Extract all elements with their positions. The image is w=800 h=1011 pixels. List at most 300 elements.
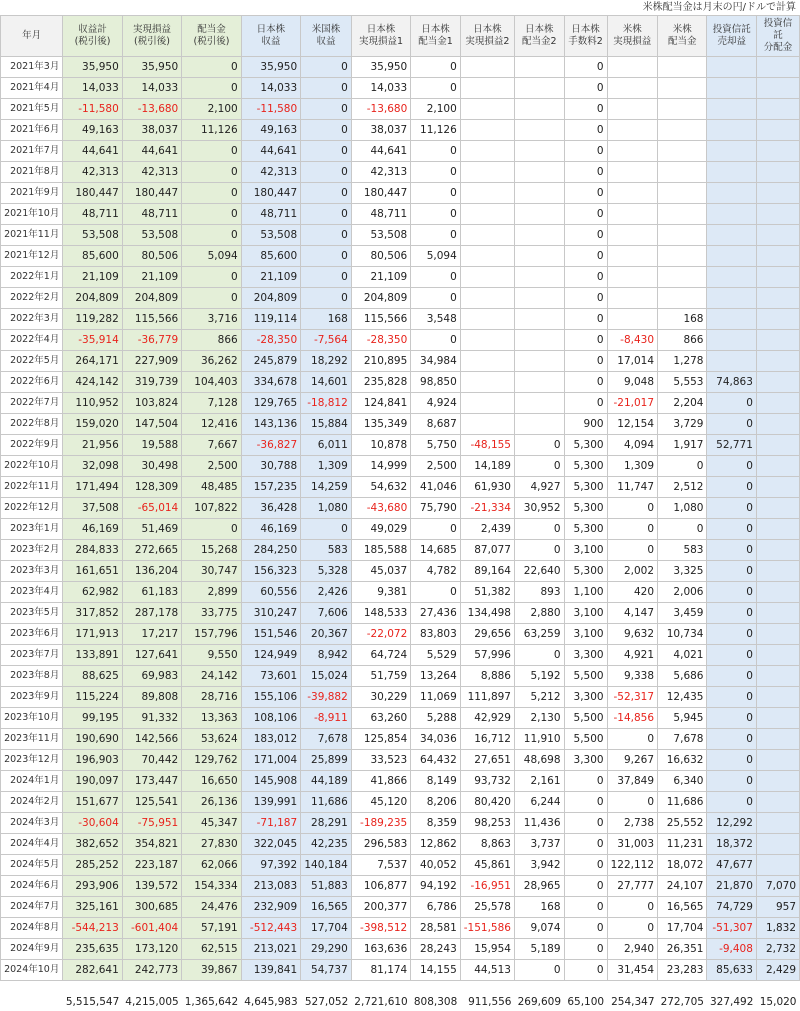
month-cell: 2022年8月: [1, 414, 63, 435]
month-cell: 2023年5月: [1, 603, 63, 624]
column-header-text: 日本株: [256, 24, 286, 35]
value-cell: 3,729: [658, 414, 707, 435]
value-cell: 85,633: [707, 960, 756, 981]
value-cell: 11,069: [411, 687, 461, 708]
value-cell: 139,841: [241, 960, 300, 981]
value-cell: 0: [564, 918, 607, 939]
value-cell: -7,564: [301, 330, 352, 351]
column-header-text: 投資信託: [712, 24, 751, 35]
value-cell: 93,732: [460, 771, 514, 792]
value-cell: 3,548: [411, 309, 461, 330]
value-cell: 420: [607, 582, 657, 603]
value-cell: [707, 120, 756, 141]
value-cell: 0: [564, 204, 607, 225]
value-cell: 157,235: [241, 477, 300, 498]
table-row: [1, 792, 800, 813]
value-cell: [460, 330, 514, 351]
value-cell: 28,716: [182, 687, 241, 708]
value-cell: 0: [564, 99, 607, 120]
value-cell: [514, 120, 564, 141]
table-row: [1, 267, 800, 288]
value-cell: [756, 687, 799, 708]
value-cell: [607, 141, 657, 162]
value-cell: 18,072: [658, 855, 707, 876]
value-cell: 0: [301, 204, 352, 225]
value-cell: 583: [658, 540, 707, 561]
value-cell: [658, 99, 707, 120]
value-cell: [756, 141, 799, 162]
value-cell: 145,908: [241, 771, 300, 792]
total-cell: 5,515,547: [65, 996, 120, 1008]
value-cell: 171,004: [241, 750, 300, 771]
value-cell: 3,716: [182, 309, 241, 330]
value-cell: 16,565: [301, 897, 352, 918]
value-cell: 0: [564, 120, 607, 141]
total-cell: 4,645,983: [244, 996, 298, 1008]
value-cell: 5,945: [658, 708, 707, 729]
value-cell: 0: [607, 729, 657, 750]
value-cell: 5,529: [411, 645, 461, 666]
value-cell: 190,690: [63, 729, 122, 750]
value-cell: 0: [182, 141, 241, 162]
month-cell: 2021年11月: [1, 225, 63, 246]
value-cell: [607, 246, 657, 267]
value-cell: 53,508: [351, 225, 410, 246]
value-cell: 52,771: [707, 435, 756, 456]
value-cell: [460, 225, 514, 246]
value-cell: 5,300: [564, 519, 607, 540]
value-cell: [756, 855, 799, 876]
value-cell: 5,750: [411, 435, 461, 456]
value-cell: 6,011: [301, 435, 352, 456]
table-row: [1, 78, 800, 99]
value-cell: 317,852: [63, 603, 122, 624]
value-cell: 21,109: [351, 267, 410, 288]
value-cell: 51,382: [460, 582, 514, 603]
value-cell: 15,884: [301, 414, 352, 435]
value-cell: 103,824: [122, 393, 181, 414]
value-cell: 0: [707, 393, 756, 414]
value-cell: 0: [514, 456, 564, 477]
table-row: [1, 939, 800, 960]
value-cell: 300,685: [122, 897, 181, 918]
value-cell: 46,169: [241, 519, 300, 540]
value-cell: [707, 99, 756, 120]
value-cell: 284,833: [63, 540, 122, 561]
value-cell: 135,349: [351, 414, 410, 435]
month-cell: 2023年6月: [1, 624, 63, 645]
value-cell: 20,367: [301, 624, 352, 645]
value-cell: 168: [658, 309, 707, 330]
value-cell: 48,711: [351, 204, 410, 225]
total-cell: 254,347: [611, 996, 655, 1008]
value-cell: 1,832: [756, 918, 799, 939]
value-cell: 51,759: [351, 666, 410, 687]
value-cell: 129,765: [241, 393, 300, 414]
value-cell: 21,109: [241, 267, 300, 288]
value-cell: 64,432: [411, 750, 461, 771]
column-header: [707, 16, 756, 57]
month-cell: 2021年10月: [1, 204, 63, 225]
value-cell: [514, 267, 564, 288]
value-cell: 235,828: [351, 372, 410, 393]
value-cell: 53,508: [122, 225, 181, 246]
value-cell: 39,867: [182, 960, 241, 981]
value-cell: 133,891: [63, 645, 122, 666]
value-cell: 61,930: [460, 477, 514, 498]
value-cell: 16,712: [460, 729, 514, 750]
month-cell: 2021年9月: [1, 183, 63, 204]
month-cell: 2023年2月: [1, 540, 63, 561]
month-cell: 2022年5月: [1, 351, 63, 372]
value-cell: 47,677: [707, 855, 756, 876]
value-cell: 2,100: [411, 99, 461, 120]
value-cell: 57,191: [182, 918, 241, 939]
value-cell: [756, 372, 799, 393]
value-cell: 0: [707, 750, 756, 771]
value-cell: 35,950: [63, 57, 122, 78]
value-cell: 0: [514, 960, 564, 981]
value-cell: 8,206: [411, 792, 461, 813]
value-cell: [607, 120, 657, 141]
value-cell: [607, 309, 657, 330]
value-cell: 0: [707, 582, 756, 603]
value-cell: [707, 330, 756, 351]
value-cell: 0: [182, 519, 241, 540]
value-cell: 0: [182, 183, 241, 204]
value-cell: [707, 225, 756, 246]
value-cell: 2,500: [411, 456, 461, 477]
value-cell: [460, 309, 514, 330]
value-cell: [707, 204, 756, 225]
value-cell: 115,566: [351, 309, 410, 330]
value-cell: 30,952: [514, 498, 564, 519]
value-cell: 0: [564, 141, 607, 162]
value-cell: 12,862: [411, 834, 461, 855]
value-cell: -36,827: [241, 435, 300, 456]
value-cell: -544,213: [63, 918, 122, 939]
value-cell: 0: [411, 330, 461, 351]
value-cell: 33,775: [182, 603, 241, 624]
totals-row: [1, 993, 800, 1011]
value-cell: 156,323: [241, 561, 300, 582]
value-cell: 14,685: [411, 540, 461, 561]
value-cell: 151,546: [241, 624, 300, 645]
value-cell: 1,309: [301, 456, 352, 477]
value-cell: 213,021: [241, 939, 300, 960]
value-cell: 3,300: [564, 645, 607, 666]
value-cell: 94,192: [411, 876, 461, 897]
value-cell: 24,142: [182, 666, 241, 687]
value-cell: [460, 204, 514, 225]
value-cell: 319,739: [122, 372, 181, 393]
value-cell: [756, 540, 799, 561]
value-cell: 83,803: [411, 624, 461, 645]
value-cell: -21,334: [460, 498, 514, 519]
value-cell: 8,359: [411, 813, 461, 834]
value-cell: 180,447: [63, 183, 122, 204]
value-cell: 0: [564, 351, 607, 372]
value-cell: [607, 267, 657, 288]
value-cell: [460, 78, 514, 99]
value-cell: 0: [301, 141, 352, 162]
value-cell: 16,565: [658, 897, 707, 918]
table-row: [1, 435, 800, 456]
value-cell: 62,515: [182, 939, 241, 960]
value-cell: 424,142: [63, 372, 122, 393]
table-row: [1, 519, 800, 540]
value-cell: 35,950: [122, 57, 181, 78]
value-cell: [514, 246, 564, 267]
month-cell: 2024年3月: [1, 813, 63, 834]
value-cell: -48,155: [460, 435, 514, 456]
value-cell: 26,351: [658, 939, 707, 960]
value-cell: 14,155: [411, 960, 461, 981]
value-cell: 49,163: [241, 120, 300, 141]
value-cell: [756, 750, 799, 771]
value-cell: 1,278: [658, 351, 707, 372]
value-cell: 14,033: [241, 78, 300, 99]
value-cell: 285,252: [63, 855, 122, 876]
value-cell: 2,161: [514, 771, 564, 792]
value-cell: 38,037: [351, 120, 410, 141]
value-cell: -28,350: [241, 330, 300, 351]
value-cell: 124,949: [241, 645, 300, 666]
value-cell: -11,580: [241, 99, 300, 120]
column-header-text: 収益: [261, 36, 281, 47]
value-cell: 2,899: [182, 582, 241, 603]
value-cell: [756, 330, 799, 351]
value-cell: [707, 162, 756, 183]
value-cell: 9,381: [351, 582, 410, 603]
total-cell: 527,052: [304, 996, 349, 1008]
value-cell: 5,500: [564, 729, 607, 750]
value-cell: 42,313: [63, 162, 122, 183]
value-cell: [514, 162, 564, 183]
value-cell: 37,849: [607, 771, 657, 792]
value-cell: 41,866: [351, 771, 410, 792]
table-row: [1, 876, 800, 897]
column-header-text: 日本株: [366, 24, 396, 35]
value-cell: 32,098: [63, 456, 122, 477]
table-row: [1, 477, 800, 498]
month-cell: 2022年10月: [1, 456, 63, 477]
value-cell: [658, 267, 707, 288]
value-cell: 122,112: [607, 855, 657, 876]
value-cell: 173,120: [122, 939, 181, 960]
value-cell: -43,680: [351, 498, 410, 519]
column-header: [411, 16, 461, 57]
table-row: [1, 456, 800, 477]
value-cell: 5,094: [182, 246, 241, 267]
value-cell: [756, 477, 799, 498]
value-cell: [607, 288, 657, 309]
value-cell: [658, 204, 707, 225]
value-cell: [756, 288, 799, 309]
value-cell: 12,416: [182, 414, 241, 435]
column-header-text: 投資信託: [763, 18, 793, 41]
value-cell: 51,469: [122, 519, 181, 540]
value-cell: -65,014: [122, 498, 181, 519]
value-cell: 0: [564, 246, 607, 267]
table-row: [1, 414, 800, 435]
value-cell: 0: [707, 771, 756, 792]
value-cell: 5,500: [564, 666, 607, 687]
table-row: [1, 225, 800, 246]
value-cell: 35,950: [351, 57, 410, 78]
value-cell: 21,870: [707, 876, 756, 897]
value-cell: 200,377: [351, 897, 410, 918]
column-header: [301, 16, 352, 57]
value-cell: 0: [564, 834, 607, 855]
value-cell: 11,126: [182, 120, 241, 141]
value-cell: -13,680: [351, 99, 410, 120]
value-cell: [607, 78, 657, 99]
total-cell: 911,556: [468, 996, 512, 1008]
month-cell: 2024年8月: [1, 918, 63, 939]
value-cell: 42,313: [122, 162, 181, 183]
month-cell: 2024年5月: [1, 855, 63, 876]
value-cell: 21,109: [63, 267, 122, 288]
value-cell: 0: [301, 288, 352, 309]
value-cell: -16,951: [460, 876, 514, 897]
column-header: [658, 16, 707, 57]
table-row: [1, 204, 800, 225]
column-header: [756, 16, 799, 57]
value-cell: [514, 183, 564, 204]
value-cell: 48,711: [122, 204, 181, 225]
value-cell: [514, 288, 564, 309]
value-cell: 0: [564, 372, 607, 393]
value-cell: [658, 120, 707, 141]
value-cell: [707, 309, 756, 330]
value-cell: 42,313: [241, 162, 300, 183]
value-cell: [460, 183, 514, 204]
value-cell: 98,850: [411, 372, 461, 393]
column-header: [564, 16, 607, 57]
value-cell: 0: [607, 519, 657, 540]
value-cell: 3,325: [658, 561, 707, 582]
value-cell: 97,392: [241, 855, 300, 876]
value-cell: 2,732: [756, 939, 799, 960]
value-cell: 5,300: [564, 477, 607, 498]
value-cell: 0: [564, 876, 607, 897]
column-header-text: 日本株: [571, 24, 600, 35]
month-cell: 2023年1月: [1, 519, 63, 540]
value-cell: 22,640: [514, 561, 564, 582]
value-cell: 0: [707, 561, 756, 582]
value-cell: 3,300: [564, 687, 607, 708]
value-cell: 0: [658, 519, 707, 540]
value-cell: 61,183: [122, 582, 181, 603]
value-cell: 3,942: [514, 855, 564, 876]
value-cell: 25,578: [460, 897, 514, 918]
total-cell: 1,365,642: [184, 996, 239, 1008]
table-row: [1, 393, 800, 414]
value-cell: 0: [707, 729, 756, 750]
value-cell: 54,737: [301, 960, 352, 981]
value-cell: [607, 183, 657, 204]
value-cell: 161,651: [63, 561, 122, 582]
value-cell: [707, 288, 756, 309]
value-cell: 28,243: [411, 939, 461, 960]
value-cell: 11,686: [301, 792, 352, 813]
month-cell: 2022年3月: [1, 309, 63, 330]
value-cell: 0: [411, 57, 461, 78]
value-cell: 148,533: [351, 603, 410, 624]
value-cell: [460, 288, 514, 309]
value-cell: 16,632: [658, 750, 707, 771]
value-cell: 296,583: [351, 834, 410, 855]
value-cell: 7,070: [756, 876, 799, 897]
value-cell: 40,052: [411, 855, 461, 876]
value-cell: 163,636: [351, 939, 410, 960]
value-cell: [514, 225, 564, 246]
value-cell: [460, 99, 514, 120]
column-header-text: 日本株: [525, 24, 554, 35]
column-header-text: 配当金1: [418, 36, 453, 47]
value-cell: 4,094: [607, 435, 657, 456]
column-header-text: 日本株: [421, 24, 450, 35]
value-cell: 0: [411, 183, 461, 204]
value-cell: 104,403: [182, 372, 241, 393]
value-cell: -512,443: [241, 918, 300, 939]
value-cell: [756, 57, 799, 78]
value-cell: 14,189: [460, 456, 514, 477]
column-header-text: 配当金: [197, 24, 226, 35]
value-cell: 185,588: [351, 540, 410, 561]
value-cell: [658, 141, 707, 162]
value-cell: [707, 267, 756, 288]
table-row: [1, 750, 800, 771]
value-cell: [756, 519, 799, 540]
table-row: [1, 183, 800, 204]
value-cell: 180,447: [122, 183, 181, 204]
value-cell: 0: [658, 456, 707, 477]
value-cell: 74,729: [707, 897, 756, 918]
value-cell: [460, 246, 514, 267]
value-cell: 7,667: [182, 435, 241, 456]
value-cell: [707, 246, 756, 267]
value-cell: [514, 57, 564, 78]
value-cell: 0: [707, 540, 756, 561]
value-cell: 54,632: [351, 477, 410, 498]
value-cell: [756, 561, 799, 582]
value-cell: 242,773: [122, 960, 181, 981]
value-cell: 310,247: [241, 603, 300, 624]
value-cell: 108,106: [241, 708, 300, 729]
value-cell: 63,260: [351, 708, 410, 729]
value-cell: [607, 162, 657, 183]
value-cell: 5,189: [514, 939, 564, 960]
value-cell: [756, 204, 799, 225]
value-cell: 115,566: [122, 309, 181, 330]
value-cell: 5,288: [411, 708, 461, 729]
value-cell: -8,911: [301, 708, 352, 729]
value-cell: [514, 204, 564, 225]
total-cell: 4,215,005: [125, 996, 179, 1008]
value-cell: 0: [182, 267, 241, 288]
month-cell: 2022年4月: [1, 330, 63, 351]
value-cell: 4,021: [658, 645, 707, 666]
value-cell: 204,809: [241, 288, 300, 309]
table-row: [1, 687, 800, 708]
column-header-text: (税引後): [74, 36, 111, 47]
value-cell: -52,317: [607, 687, 657, 708]
value-cell: 155,106: [241, 687, 300, 708]
value-cell: 89,164: [460, 561, 514, 582]
value-cell: 325,161: [63, 897, 122, 918]
